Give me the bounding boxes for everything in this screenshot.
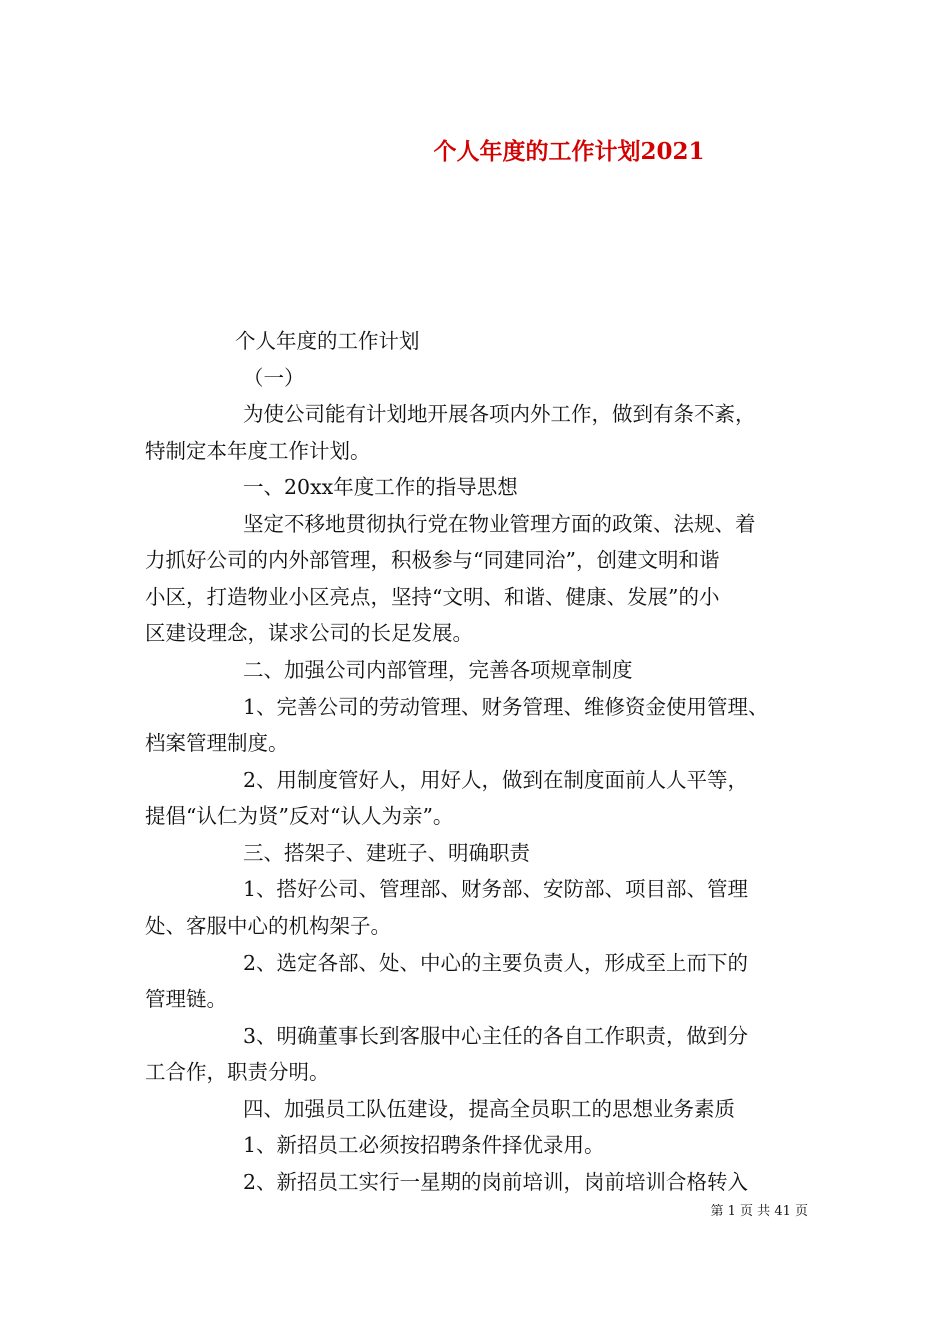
paragraph-line: 2、用制度管好人，用好人，做到在制度面前人人平等， xyxy=(243,768,749,792)
paragraph-line: 为使公司能有计划地开展各项内外工作，做到有条不紊， xyxy=(243,402,756,426)
subsection-marker: （一） xyxy=(243,366,305,390)
paragraph-line: 特制定本年度工作计划。 xyxy=(145,439,371,463)
heading-line: 三、搭架子、建班子、明确职责 xyxy=(243,841,530,865)
paragraph-line: 区建设理念，谋求公司的长足发展。 xyxy=(145,621,473,645)
section-heading: 个人年度的工作计划 xyxy=(235,329,420,353)
page-number-footer: 第 1 页 共 41 页 xyxy=(710,1204,808,1219)
heading-line: 一、20xx年度工作的指导思想 xyxy=(243,475,518,499)
paragraph-line: 1、完善公司的劳动管理、财务管理、维修资金使用管理、 xyxy=(243,695,769,719)
paragraph-line: 1、搭好公司、管理部、财务部、安防部、项目部、管理 xyxy=(243,877,749,901)
paragraph-line: 2、选定各部、处、中心的主要负责人，形成至上而下的 xyxy=(243,951,749,975)
paragraph-line: 坚定不移地贯彻执行党在物业管理方面的政策、法规、着 xyxy=(243,512,756,536)
paragraph-line: 力抓好公司的内外部管理，积极参与“同建同治”，创建文明和谐 xyxy=(145,548,720,572)
paragraph-line: 档案管理制度。 xyxy=(145,731,289,755)
paragraph-line: 小区，打造物业小区亮点，坚持“文明、和谐、健康、发展”的小 xyxy=(145,585,720,609)
document-title: 个人年度的工作计划2021 xyxy=(433,138,705,165)
heading-line: 二、加强公司内部管理，完善各项规章制度 xyxy=(243,658,633,682)
paragraph-line: 提倡“认仁为贤”反对“认人为亲”。 xyxy=(145,804,454,828)
paragraph-line: 工合作，职责分明。 xyxy=(145,1060,330,1084)
paragraph-line: 2、新招员工实行一星期的岗前培训，岗前培训合格转入 xyxy=(243,1170,749,1194)
paragraph-line: 管理链。 xyxy=(145,987,227,1011)
paragraph-line: 1、新招员工必须按招聘条件择优录用。 xyxy=(243,1133,605,1157)
paragraph-line: 处、客服中心的机构架子。 xyxy=(145,914,391,938)
paragraph-line: 3、明确董事长到客服中心主任的各自工作职责，做到分 xyxy=(243,1024,749,1048)
heading-line: 四、加强员工队伍建设，提高全员职工的思想业务素质 xyxy=(243,1097,735,1121)
